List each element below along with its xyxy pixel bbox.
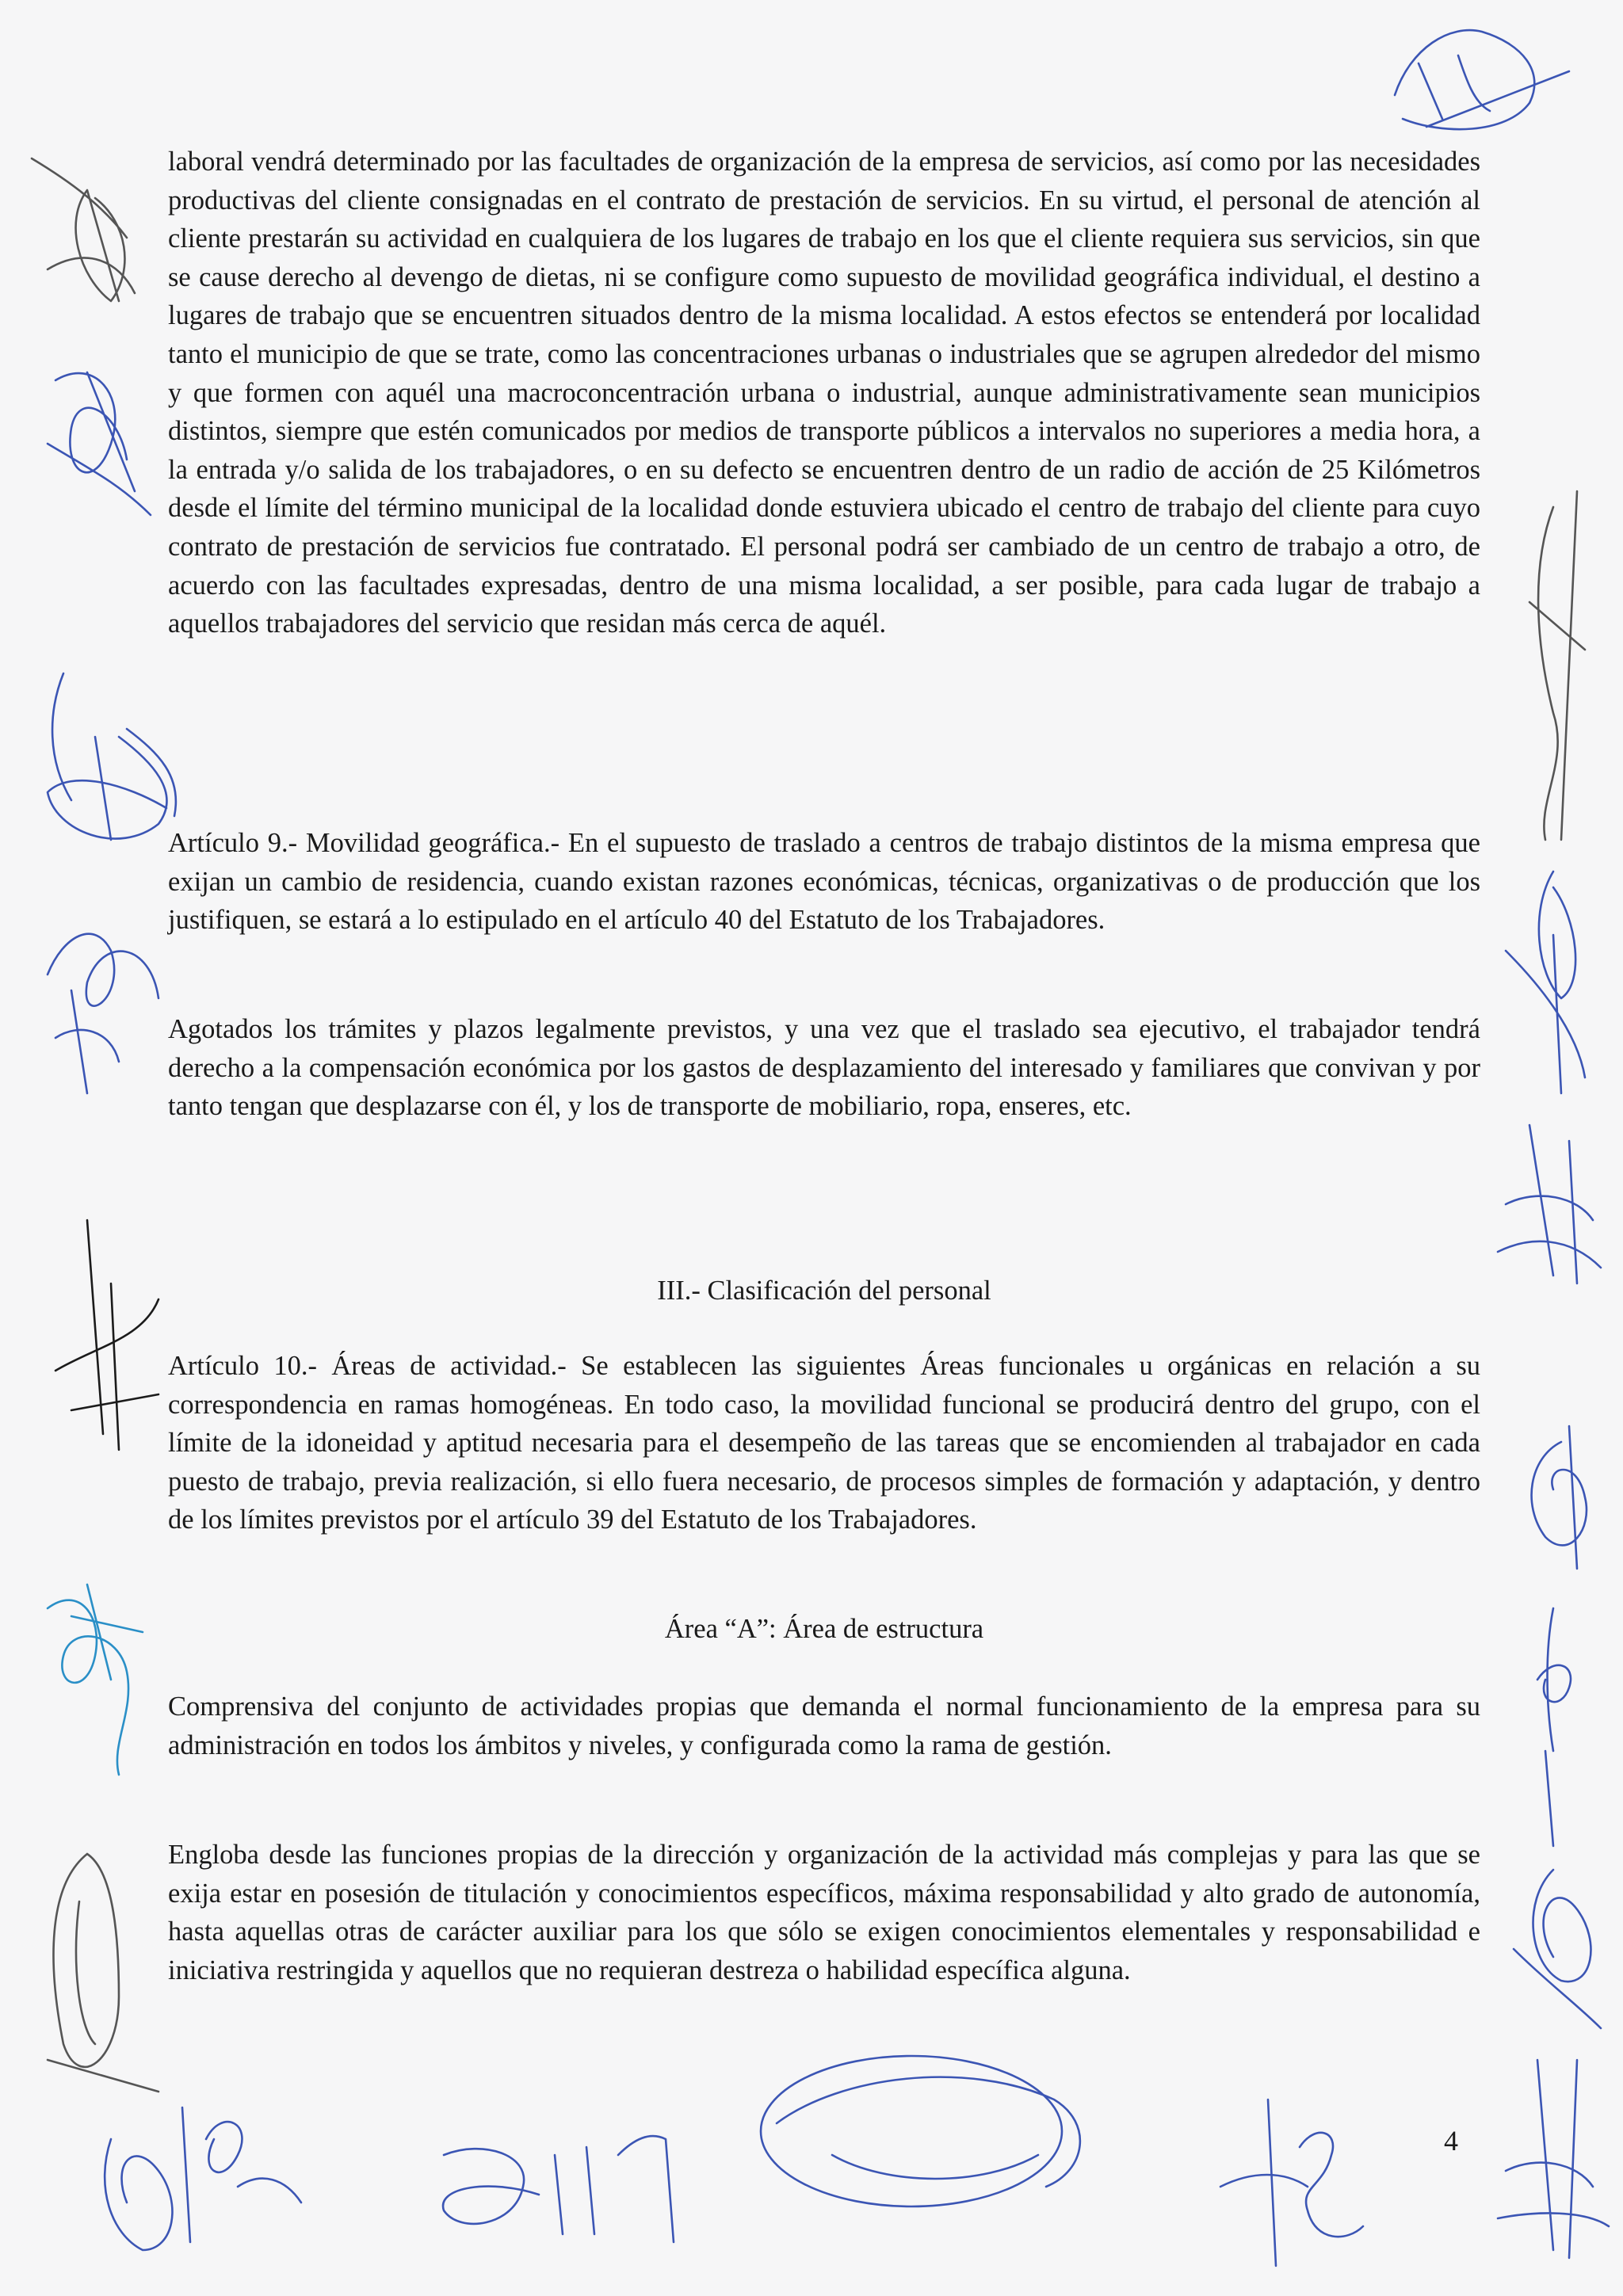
paragraph-movilidad-funcional-cont: laboral vendrá determinado por las facultades de organización de la empresa de servicios, así como por las necesidades productivas del cliente consignadas en el contrato de prestación de servicios. En su virtud, el personal de atención al cliente prestarán su actividad en cualquiera de los lugares de trabajo en los que el cliente requiera sus servicios, sin que se cause derecho al devengo de dietas, ni se configure como supuesto de movilidad geográfica individual, el destino a lugares de trabajo que se encuentren situados dentro de la misma localidad. A estos efectos se entenderá por localidad tanto el municipio de que se trate, como las concentraciones urbanas o industriales que se agrupen alrededor del mismo y que formen con aquél una macroconcentración urbana o industrial, aunque administrativamente sean municipios distintos, siempre que estén comunicados por medios de transporte públicos a intervalos no superiores a media hora, a la entrada y/o salida de los trabajadores, o en su defecto se encuentren dentro de un radio de acción de 25 Kilómetros desde el límite del término municipal de la localidad donde estuviera ubicado el centro de trabajo del cliente para cuyo contrato de prestación de servicios fue contratado. El personal podrá ser cambiado de un centro de trabajo a otro, de acuerdo con las facultades expresadas, dentro de una misma localidad, a ser posible, para cada lugar de trabajo a aquellos trabajadores del servicio que residan más cerca de aquél. <box>168 147 1480 639</box>
paragraph-area-a-engloba: Engloba desde las funciones propias de la dirección y organización de la actividad más complejas y para las que se exija estar en posesión de titulación y conocimientos específicos, máxima responsabilidad y alto grado de autonomía, hasta aquellas otras de carácter auxiliar para los que sólo se exigen conocimientos elementales y responsabilidad e iniciativa restringida y aquellos que no requieran destreza o habilidad específica alguna. <box>168 1840 1480 1985</box>
section-heading-clasificacion: III.- Clasificación del personal <box>657 1276 991 1306</box>
area-a-heading: Área “A”: Área de estructura <box>664 1614 984 1644</box>
signature-bottom-2 <box>443 2136 674 2242</box>
signature-right-3 <box>1498 1125 1601 1283</box>
signature-right-6 <box>1514 1870 1601 2028</box>
signature-right-4 <box>1532 1426 1587 1569</box>
signature-left-7 <box>48 1854 158 2092</box>
signature-left-5 <box>55 1220 158 1450</box>
signature-left-1 <box>32 158 135 301</box>
signature-right-2 <box>1506 871 1585 1093</box>
signature-left-2 <box>48 372 151 515</box>
page-number: 4 <box>1444 2125 1458 2157</box>
signature-bottom-4 <box>1220 2100 1363 2266</box>
signature-right-1 <box>1529 491 1585 840</box>
paragraph-articulo-10: Artículo 10.- Áreas de actividad.- Se establecen las siguientes Áreas funcionales u orgánicas en relación a su correspondencia en ramas homogéneas. En todo caso, la movilidad funcional se producirá dentro del grupo, con el límite de la idoneidad y aptitud necesaria para el desempeño de las tareas que se encomienden al trabajador en cada puesto de trabajo, previa realización, si ello fuera necesario, de procesos simples de formación y adaptación, y dentro de los límites previstos por el artículo 39 del Estatuto de los Trabajadores. <box>168 1351 1480 1535</box>
signature-left-6 <box>48 1585 143 1775</box>
paragraph-traslado: Agotados los trámites y plazos legalmente previstos, y una vez que el traslado sea ejecutivo, el trabajador tendrá derecho a la compensación económica por los gastos de desplazamiento del interesado y familiares que convivan y por tanto tengan que desplazarse con él, y los de transporte de mobiliario, ropa, enseres, etc. <box>168 1014 1480 1122</box>
signature-right-7 <box>1498 2060 1609 2258</box>
signature-bottom-1 <box>105 2107 301 2250</box>
paragraph-area-a-comprensiva: Comprensiva del conjunto de actividades propias que demanda el normal funcionamiento de la empresa para su administración en todos los ámbitos y niveles, y configurada como la rama de gestión. <box>168 1691 1480 1760</box>
signature-right-5 <box>1537 1608 1571 1846</box>
signature-left-4 <box>48 934 158 1093</box>
signature-top-right <box>1395 30 1569 129</box>
signature-left-3 <box>48 673 176 840</box>
signature-bottom-3 <box>761 2056 1080 2206</box>
paragraph-articulo-9: Artículo 9.- Movilidad geográfica.- En el supuesto de traslado a centros de trabajo distintos de la misma empresa que exijan un cambio de residencia, cuando existan razones económicas, técnicas, organizativas o de producción que los justifiquen, se estará a lo estipulado en el artículo 40 del Estatuto de los Trabajadores. <box>168 828 1480 936</box>
